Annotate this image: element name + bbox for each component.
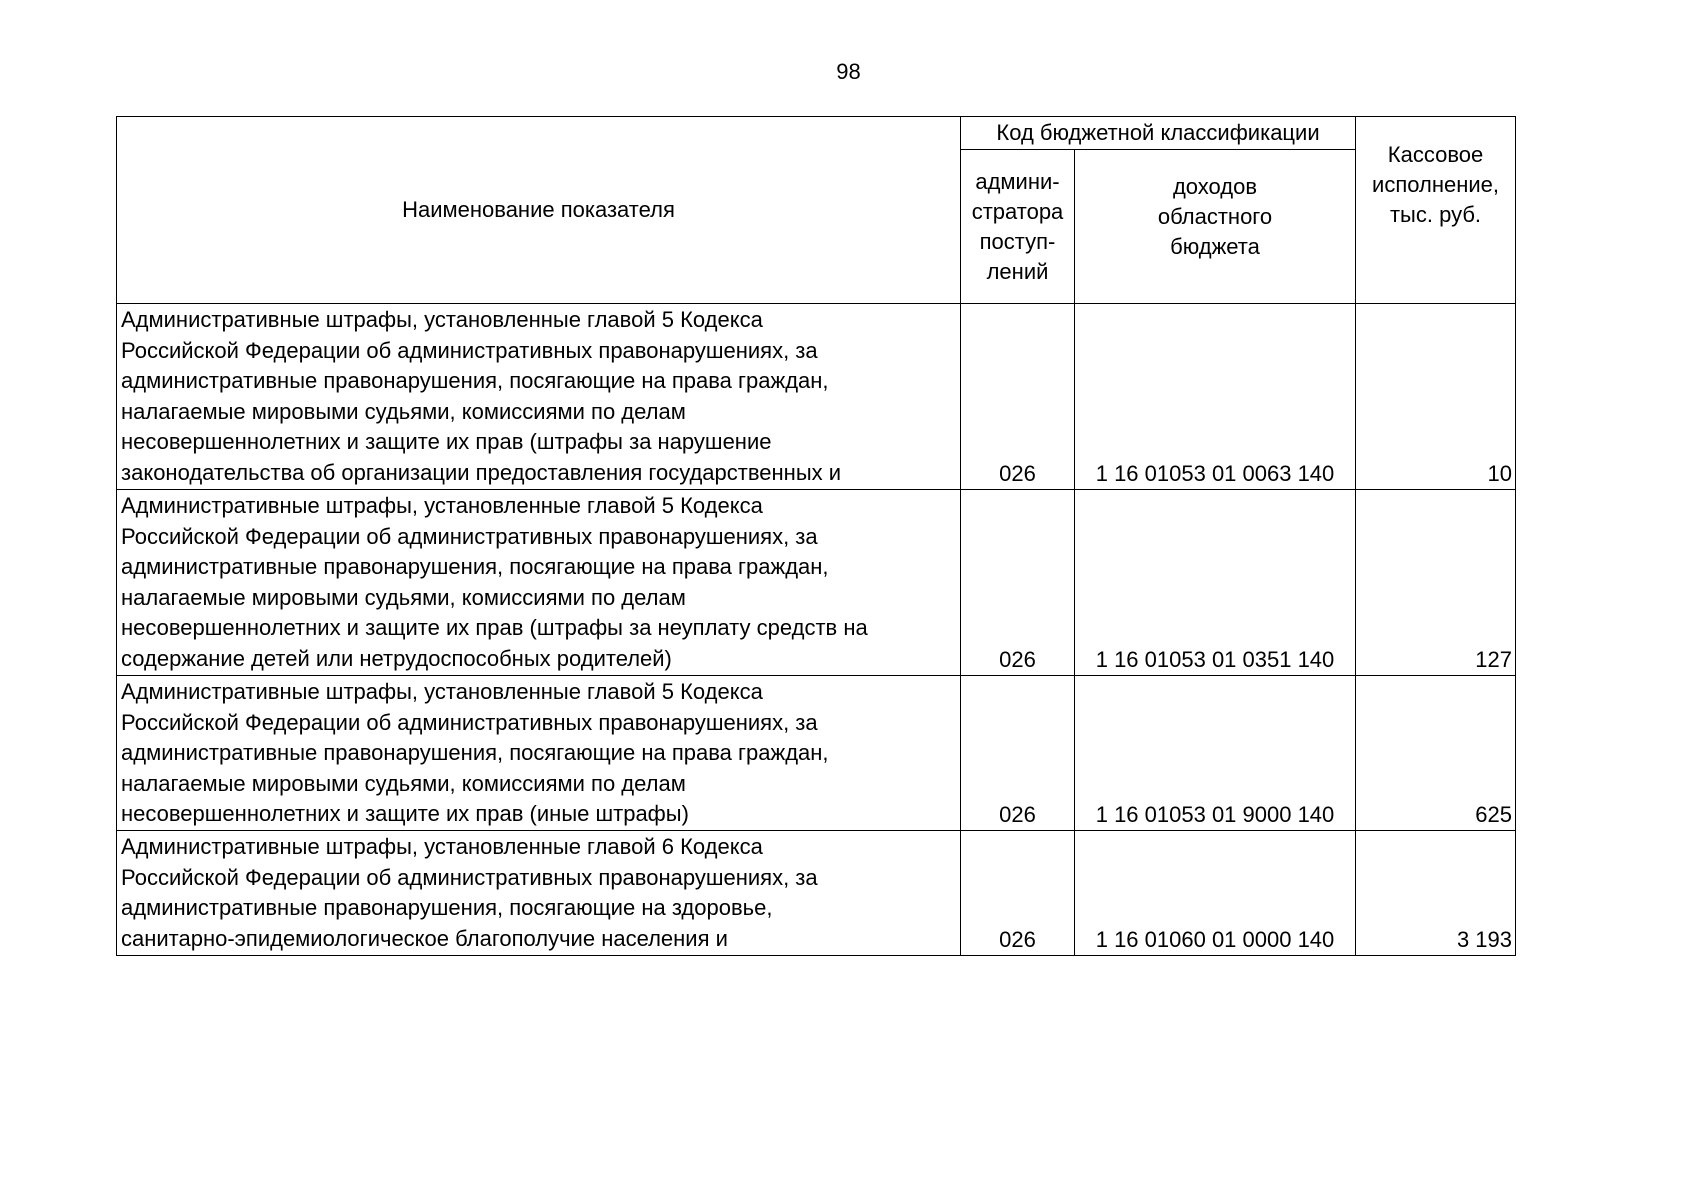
row-code: 1 16 01053 01 9000 140 [1075,676,1356,831]
header-code-group: Код бюджетной классификации [961,117,1356,150]
row-name: Административные штрафы, установленные главой 5 Кодекса Российской Федерации об административных правонарушениях, за административные правонарушения, посягающие на права граждан, налагаемые мировыми судьями, комиссиями по делам несовершеннолетних и защите их прав (штрафы за неуплату средств на содержание детей или нетрудоспособных родителей) [121,493,868,671]
row-code: 1 16 01053 01 0351 140 [1075,490,1356,676]
table-header-row [117,117,1516,150]
row-admin: 026 [961,490,1075,676]
budget-table [116,116,1516,956]
header-name: Наименование показателя [117,117,961,304]
header-amount-label: Кассовое исполнение, тыс. руб. [1372,142,1499,227]
table-row [117,490,1516,676]
row-name-cell [117,676,961,831]
header-admin [961,150,1075,304]
row-name-cell [117,304,961,490]
table-row [117,676,1516,831]
header-income-label: доходов областного бюджета [1157,173,1273,259]
row-name: Административные штрафы, установленные главой 5 Кодекса Российской Федерации об административных правонарушениях, за административные правонарушения, посягающие на права граждан, налагаемые мировыми судьями, комиссиями по делам несовершеннолетних и защите их прав (штрафы за нарушение законодательства об организации предоставления государственных и [121,307,842,485]
row-amount: 625 [1356,676,1516,831]
row-amount: 127 [1356,490,1516,676]
row-name: Административные штрафы, установленные главой 6 Кодекса Российской Федерации об административных правонарушениях, за административные правонарушения, посягающие на здоровье, санитарно-эпидемиологическое благополучие населения и [121,834,818,951]
header-income [1075,150,1356,304]
row-name-cell [117,831,961,956]
row-name-cell [117,490,961,676]
row-code: 1 16 01060 01 0000 140 [1075,831,1356,956]
row-name: Административные штрафы, установленные главой 5 Кодекса Российской Федерации об административных правонарушениях, за административные правонарушения, посягающие на права граждан, налагаемые мировыми судьями, комиссиями по делам несовершеннолетних и защите их прав (иные штрафы) [121,679,829,826]
row-admin: 026 [961,831,1075,956]
row-code: 1 16 01053 01 0063 140 [1075,304,1356,490]
table-row [117,304,1516,490]
page-number: 98 [836,59,861,84]
table-row [117,831,1516,956]
row-amount: 3 193 [1356,831,1516,956]
row-admin: 026 [961,304,1075,490]
row-admin: 026 [961,676,1075,831]
header-admin-label: админи- стратора поступ- лений [971,168,1064,284]
row-amount: 10 [1356,304,1516,490]
header-amount [1356,117,1516,304]
